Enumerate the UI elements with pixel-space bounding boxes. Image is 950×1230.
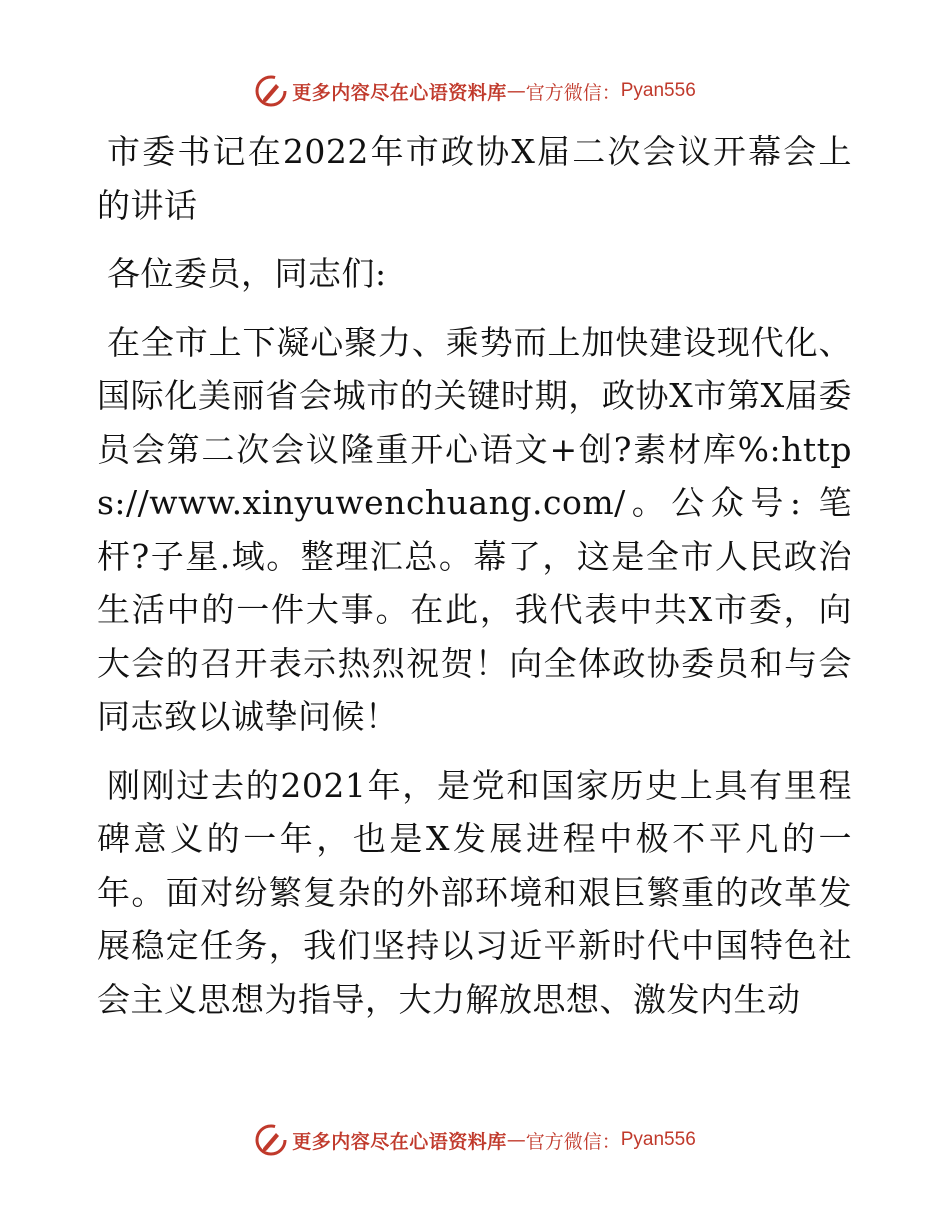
watermark-header [0, 71, 950, 111]
watermark-account-id: Pyan556 [620, 1129, 696, 1150]
watermark-account-label: 官方微信： [525, 81, 621, 104]
document-title: 市委书记在2022年市政协X届二次会议开幕会上的讲话 [97, 132, 852, 225]
paragraph: 在全市上下凝心聚力、乘势而上加快建设现代化、国际化美丽省会城市的关键时期，政协X市第X届委员会第二次会议隆重开心语文+创?素材库%:https://www.xinyuwenchuang.com/。公众号: 笔杆?子星.域。整理汇总。幕了，这是全市人民政治生活中的一件大事。在此，我代表中共X市委，向大会的召开表示热烈祝贺！向全体政协委员和与会同志致以诚挚问候！ [97, 322, 852, 736]
document-body [97, 125, 852, 1026]
paragraph: 刚刚过去的2021年，是党和国家历史上具有里程碑意义的一年，也是X发展进程中极不平凡的一年。面对纷繁复杂的外部环境和艰巨繁重的改革发展稳定任务，我们坚持以习近平新时代中国特色社会主义思想为指导，大力解放思想、激发内生动 [97, 765, 852, 1019]
watermark-footer [0, 1120, 950, 1160]
watermark-separator: — [506, 1129, 526, 1151]
watermark-separator: — [506, 80, 526, 102]
watermark-site-text: 更多内容尽在心语资料库 [292, 81, 507, 104]
watermark-site-text: 更多内容尽在心语资料库 [292, 1130, 507, 1153]
pen-circle-logo-icon [254, 1123, 288, 1157]
watermark-account-id: Pyan556 [620, 80, 696, 101]
watermark-account-label: 官方微信： [525, 1130, 621, 1153]
document-greeting: 各位委员，同志们: [107, 254, 387, 293]
pen-circle-logo-icon [254, 74, 288, 108]
